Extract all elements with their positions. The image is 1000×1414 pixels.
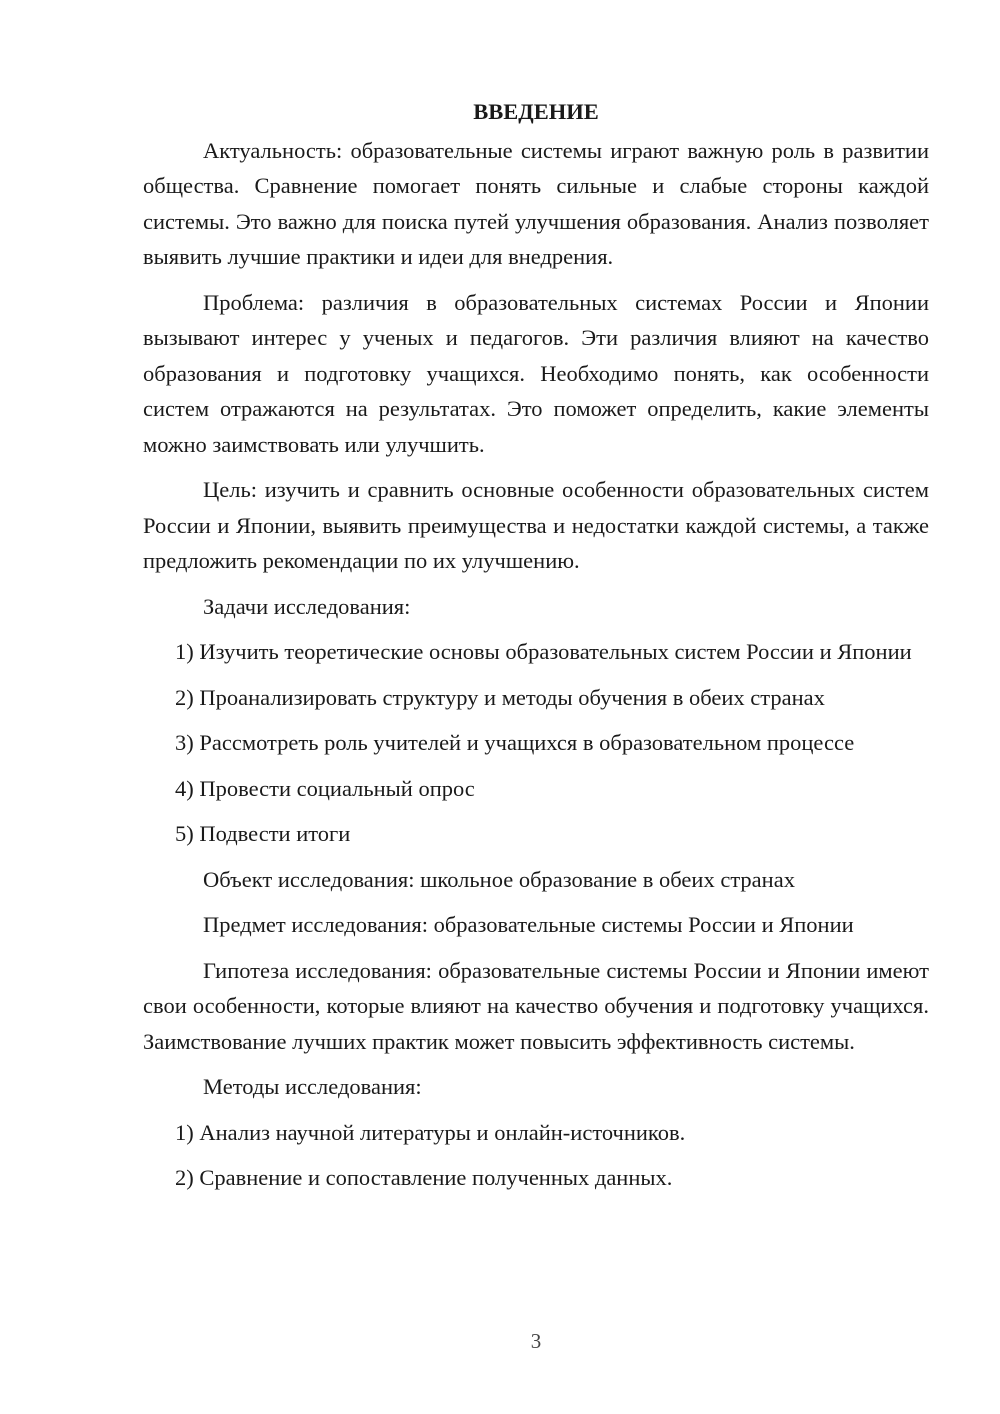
problem-paragraph: Проблема: различия в образовательных системах России и Японии вызывают интерес у ученых и педагогов. Эти различия влияют на качество образования и подготовку учащихся. Необходимо понять, как особенности систем отражаются на результатах. Это поможет определить, какие элементы можно заимствовать или улучшить. [143, 289, 929, 457]
subject-line: Предмет исследования: образовательные системы России и Японии [203, 912, 854, 937]
methods-title: Методы исследования: [203, 1074, 422, 1099]
task-item: 4) Провести социальный опрос [175, 775, 475, 801]
page-number: 3 [530, 1329, 542, 1353]
method-item: 2) Сравнение и сопоставление полученных данных. [175, 1165, 673, 1190]
tasks-title: Задачи исследования: [203, 593, 411, 619]
method-item: 1) Анализ научной литературы и онлайн-источников. [175, 1119, 686, 1145]
relevance-paragraph: Актуальность: образовательные системы играют важную роль в развитии общества. Сравнение помогает понять сильные и слабые стороны каждой системы. Это важно для поиска путей улучшения образования. Анализ позволяет выявить лучшие практики и идеи для внедрения. [143, 137, 929, 269]
hypothesis-paragraph: Гипотеза исследования: образовательные системы России и Японии имеют свои особенности, которые влияют на качество обучения и подготовку учащихся. Заимствование лучших практик может повысить эффективность системы. [143, 957, 929, 1054]
section-heading: ВВЕДЕНИЕ [473, 99, 599, 124]
task-item: 1) Изучить теоретические основы образовательных систем России и Японии [175, 639, 912, 664]
task-item: 5) Подвести итоги [175, 821, 351, 846]
document-body [143, 94, 929, 1206]
task-item: 2) Проанализировать структуру и методы обучения в обеих странах [175, 684, 825, 710]
goal-paragraph: Цель: изучить и сравнить основные особенности образовательных систем России и Японии, выявить преимущества и недостатки каждой системы, а также предложить рекомендации по их улучшению. [143, 477, 929, 573]
object-line: Объект исследования: школьное образование в обеих странах [203, 866, 795, 892]
task-item: 3) Рассмотреть роль учителей и учащихся в образовательном процессе [175, 730, 855, 755]
